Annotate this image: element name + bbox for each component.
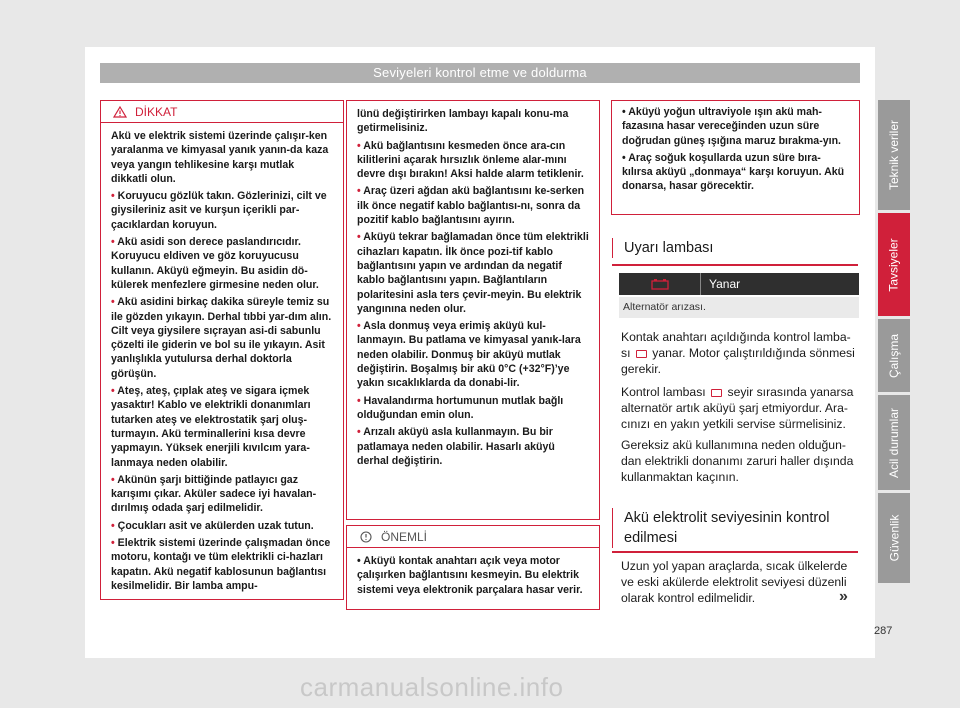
notice-title: ÖNEMLİ <box>381 529 428 544</box>
tab-teknik-veriler[interactable]: Teknik veriler <box>878 100 910 210</box>
notice-box-header <box>347 526 599 548</box>
tab-calisma[interactable]: Çalışma <box>878 319 910 392</box>
tab-guvenlik[interactable]: Güvenlik <box>878 493 910 583</box>
lamp-paragraph-3: Gereksiz akü kullanımına neden olduğun-dan elektrikli donanımı zaruri haller dışında kullanmaktan kaçının. <box>621 438 854 484</box>
warning-triangle-icon <box>113 106 127 118</box>
lamp-paragraph-1: Kontak anahtarı açıldığında kontrol lamba-sı yanar. Motor çalıştırıldığında sönmesi gerekir. <box>621 330 855 376</box>
warning-item: • Akünün şarjı bittiğinde patlayıcı gaz karışımı çıkar. Aküler sadece iyi havalan-dırılmış odada şarj edilmelidir. <box>111 473 317 515</box>
notice-body-continued <box>612 101 859 194</box>
warning-item: • Ateş, ateş, çıplak ateş ve sigara içmek yasaktır! Kablo ve elektrikli donanımları tutarken ateş ve elektrostatik şarj oluş-turmayın. Akü terminallerini kısa devre yapmayın. Yüksek enerjili kıvılcım yara-lanmaya neden olabilir. <box>111 385 311 469</box>
warning-item: • Akü asidi son derece paslandırıcıdır. Koruyucu eldiven ve göz koruyucusu kullanın. Aküyü eğmeyin. Bu asidin dö-külerek menfezlere girmesine neden olur. <box>111 236 319 291</box>
notice-item: • Aküyü kontak anahtarı açık veya motor çalışırken bağlantısını kesmeyin. Bu elektrik sistemi veya elektronik parçalara hasar verir. <box>357 555 583 596</box>
lamp-paragraph-2: Kontrol lambası seyir sırasında yanarsa alternatör artık aküyü şarj etmiyordur. Ara-cınızı en yakın yetkili servise sürmelisiniz. <box>621 385 854 431</box>
watermark: carmanualsonline.info <box>300 672 564 702</box>
page-header: Seviyeleri kontrol etme ve doldurma <box>100 63 860 83</box>
tab-acil-durumlar[interactable]: Acil durumlar <box>878 395 910 490</box>
notice-box-continued <box>611 100 860 215</box>
notice-item: • Aküyü yoğun ultraviyole ışın akü mah-fazasına hasar vereceğinden uzun süre doğrudan güneş ışığına maruz bırakma-yın. <box>622 106 841 147</box>
warning-item: • Elektrik sistemi üzerinde çalışmadan önce motoru, kontağı ve tüm elektrikli ci-hazları kapatın. Akü negatif kablosunun bağlantısı kesilmelidir. Bir lamba ampu- <box>111 537 331 592</box>
warning-body-continued <box>347 101 599 468</box>
warning-body <box>101 123 343 593</box>
notice-body <box>347 548 599 597</box>
section-underline <box>612 264 858 266</box>
warning-item: • Çocukları asit ve akülerden uzak tutun. <box>111 519 314 532</box>
battery-icon <box>636 350 647 358</box>
warning-box-header <box>101 101 343 123</box>
warning-item: • Aküyü tekrar bağlamadan önce tüm elektrikli cihazları kapatın. İlk önce pozi-tif kablo bağlantısını yapın ve ardından da negatif kablo bağlantısını yapın. Bağlantıların polaritesini asla ters çevir-meyin. Bu elektrik yangınına neden olur. <box>357 231 589 315</box>
warning-item: • Arızalı aküyü asla kullanmayın. Bu bir patlamaya neden olabilir. Hasarlı aküyü derhal değiştirin. <box>357 426 555 467</box>
notice-box <box>346 525 600 610</box>
warning-intro: Akü ve elektrik sistemi üzerinde çalışır-ken yaralanma ve kimyasal yanık yanın-da kaza veya yangın tehlikesine karşı mutlak dikkatli olun. <box>111 130 329 185</box>
warning-lamp-heading: Uyarı lambası <box>612 238 713 258</box>
warning-item: • Akü asidini birkaç dakika süreyle temiz su ile gözden yıkayın. Derhal tıbbi yar-dım alın. Cilt veya giysilere sıçrayan asi-di sabunlu çözelti ile giderin ve bol su ile yıkayın. Asit yanlışlıkla yutulursa derhal doktorla görüşün. <box>111 296 332 380</box>
page-number: 287 <box>874 625 893 637</box>
warning-item: • Koruyucu gözlük takın. Gözlerinizi, cilt ve giysileriniz asit ve kurşun içerikli par-çacıklardan koruyun. <box>111 190 327 231</box>
notice-item: • Araç soğuk koşullarda uzun süre bıra-kılırsa aküyü „donmaya“ karşı koruyun. Akü donarsa, hasar görecektir. <box>622 151 845 193</box>
info-circle-icon <box>359 531 373 543</box>
warning-item: • Asla donmuş veya erimiş aküyü kul-lanmayın. Bu patlama ve kimyasal yanık-lara neden olabilir. Donmuş bir aküyü mutlak değiştirin. Boşalmış bir akü 0°C (+32°F)’ye yakın sıcaklıklarda da donabi-lir. <box>357 320 581 390</box>
electrolyte-heading: Akü elektrolit seviyesinin kontrol edilmesi <box>612 508 858 548</box>
continue-arrows: » <box>839 588 848 605</box>
electrolyte-paragraph: Uzun yol yapan araçlarda, sıcak ülkelerde ve eski akülerde elektrolit seviyesi düzenli olarak kontrol edilmelidir. <box>621 559 848 605</box>
lamp-state: Yanar <box>709 277 741 291</box>
battery-icon <box>651 278 669 290</box>
warning-box-continued <box>346 100 600 520</box>
warning-title: DİKKAT <box>135 104 178 119</box>
battery-icon-cell <box>619 273 701 295</box>
battery-icon <box>711 389 722 397</box>
lamp-table-row: Alternatör arızası. <box>619 297 859 318</box>
warning-box <box>100 100 344 600</box>
tab-tavsiyeler[interactable]: Tavsiyeler <box>878 213 910 316</box>
section-underline <box>612 551 858 553</box>
warning-continued-text: lünü değiştirirken lambayı kapalı konu-ma getirmelisiniz. <box>357 108 569 135</box>
warning-item: • Havalandırma hortumunun mutlak bağlı olduğundan emin olun. <box>357 394 564 421</box>
warning-item: • Araç üzeri ağdan akü bağlantısını ke-serken ilk önce negatif kablo bağlantısı-nı, sonra da pozitif kablo bağlantısını ayırın. <box>357 185 585 227</box>
lamp-table-header <box>619 273 859 295</box>
warning-item: • Akü bağlantısını kesmeden önce ara-cın kilitlerini açarak hırsızlık önleme alar-mını devre dışı bırakın! Aksi halde alarm tetiklenir. <box>357 139 584 181</box>
